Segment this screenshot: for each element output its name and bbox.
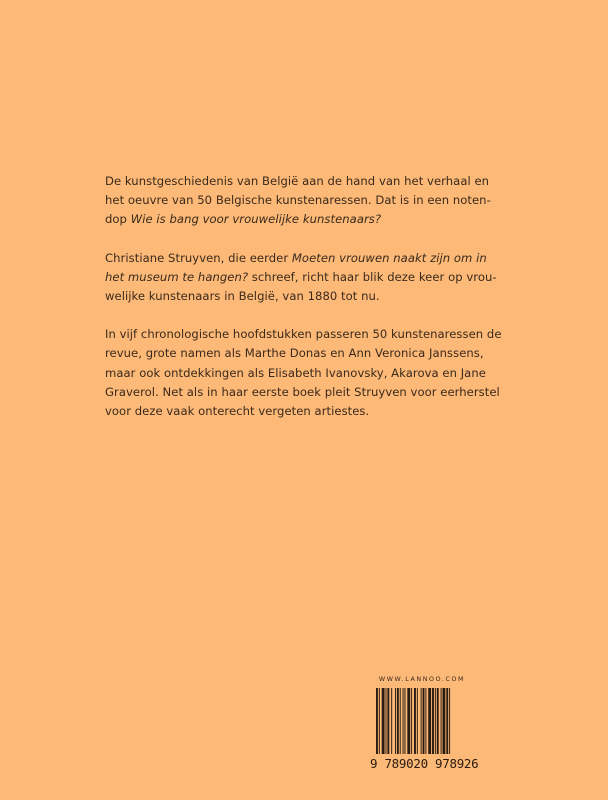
book-title-italic: Wie is bang voor vrouwelijke kunstenaars? [130,212,382,227]
publisher-url: WWW.LANNOO.COM [378,676,466,683]
blurb-line: Graverol. Net als in haar eerste boek pleit Struyven voor eerherstel [105,384,500,399]
barcode-bar [432,688,434,754]
barcode-bar [379,688,380,754]
barcode-bar [437,688,439,754]
previous-book-title-italic: Moeten vrouwen naakt zijn om in [291,250,487,265]
barcode-bars [376,688,472,754]
blurb-text: dop [105,212,131,227]
barcode-bar [400,688,401,754]
barcode-bar [405,688,406,754]
blurb-paragraph-3 [105,325,510,421]
blurb-line: het oeuvre van 50 Belgische kunstenaressen. Dat is in een noten- [105,193,491,208]
barcode-bar [403,688,404,754]
blurb-line [105,249,510,268]
blurb-line: voor deze vaak onterecht vergeten artiestes. [105,404,370,419]
barcode-bar [425,688,426,754]
barcode-bar [411,688,412,754]
previous-book-title-italic: het museum te hangen? [105,269,249,284]
barcode-bar [435,688,436,754]
barcode-bar [449,688,450,754]
blurb-line [105,268,510,287]
barcode-bar [391,688,392,754]
barcode-bar [397,688,399,754]
isbn-number: 9 789020 978926 [370,756,479,771]
back-cover-blurb [105,172,510,440]
barcode-bar [376,688,378,754]
blurb-paragraph-2 [105,249,510,307]
barcode-bar [414,688,416,754]
blurb-line: revue, grote namen als Marthe Donas en Ann Veronica Janssens, [105,346,484,361]
barcode-bar [407,688,410,754]
barcode-bar [417,688,418,754]
barcode-bar [443,688,446,754]
barcode-bar [387,688,389,754]
barcode-bar [421,688,422,754]
barcode-bar [423,688,425,754]
barcode-bar [428,688,431,754]
barcode-bar [395,688,396,754]
blurb-text: Christiane Struyven, die eerder [105,250,292,265]
blurb-paragraph-1 [105,172,510,230]
blurb-line: maar ook ontdekkingen als Elisabeth Ivanovsky, Akarova en Jane [105,365,486,380]
blurb-text: schreef, richt haar blik deze keer op vrou- [248,269,497,284]
blurb-line: In vijf chronologische hoofdstukken passeren 50 kunstenaressen de [105,327,502,342]
blurb-line: welijke kunstenaars in België, van 1880 tot nu. [105,289,380,304]
barcode-bar [446,688,448,754]
blurb-line [105,210,510,229]
barcode-bar [382,688,385,754]
isbn-barcode [370,676,479,776]
barcode-bar [441,688,442,754]
blurb-line: De kunstgeschiedenis van België aan de hand van het verhaal en [105,174,490,188]
barcode-bar [386,688,387,754]
